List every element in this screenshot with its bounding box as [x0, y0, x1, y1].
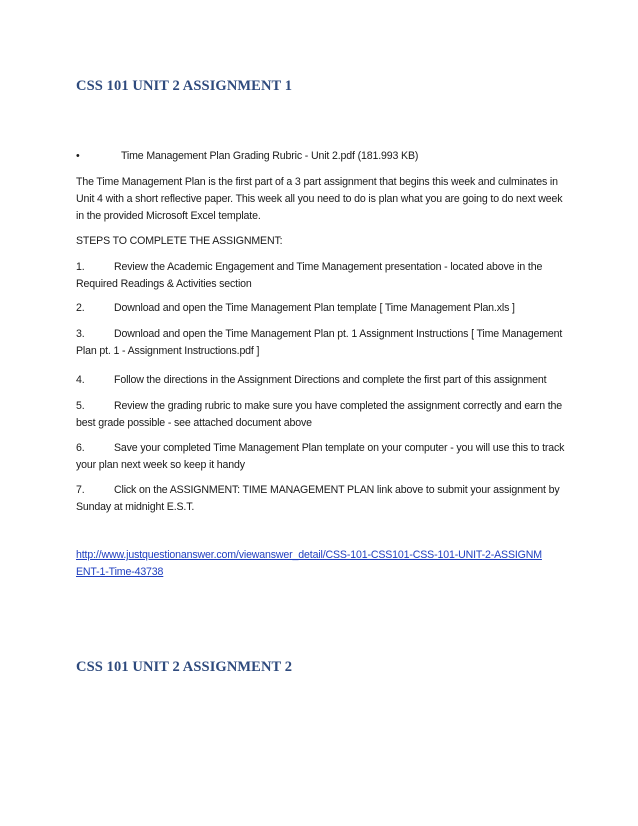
step-text: Click on the ASSIGNMENT: TIME MANAGEMENT PLAN link above to submit your assignment by Sunday at midnight E.S.T. [76, 484, 560, 513]
step-number: 6. [76, 442, 85, 454]
assignment-1-heading: CSS 101 UNIT 2 ASSIGNMENT 1 [76, 78, 293, 94]
rubric-attachment-text: Time Management Plan Grading Rubric - Unit 2.pdf (181.993 KB) [121, 150, 419, 162]
step-number: 3. [76, 328, 85, 340]
answer-link[interactable]: http://www.justquestionanswer.com/viewanswer_detail/CSS-101-CSS101-CSS-101-UNIT-2-ASSIGNMENT-1-Time-43738 [76, 549, 542, 578]
step-item [76, 259, 572, 293]
step-item [76, 482, 572, 516]
step-number: 1. [76, 261, 85, 273]
step-text: Save your completed Time Management Plan template on your computer - you will use this to track your plan next week so keep it handy [76, 442, 565, 471]
step-text: Review the grading rubric to make sure you have completed the assignment correctly and earn the best grade possible - see attached document above [76, 400, 563, 429]
step-number: 4. [76, 374, 85, 386]
step-number: 7. [76, 484, 85, 496]
step-item [76, 300, 572, 317]
step-item [76, 398, 572, 432]
step-number: 5. [76, 400, 85, 412]
step-text: Download and open the Time Management Plan pt. 1 Assignment Instructions [ Time Management Plan pt. 1 - Assignment Instructions.pdf ] [76, 328, 563, 357]
assignment-2-heading: CSS 101 UNIT 2 ASSIGNMENT 2 [76, 659, 293, 675]
step-item [76, 326, 572, 360]
step-item [76, 372, 572, 389]
step-item [76, 440, 572, 474]
step-text: Review the Academic Engagement and Time Management presentation - located above in the Required Readings & Activities section [76, 261, 543, 290]
step-text: Download and open the Time Management Plan template [ Time Management Plan.xls ] [114, 302, 515, 314]
steps-title: STEPS TO COMPLETE THE ASSIGNMENT: [76, 235, 283, 247]
bullet-marker: • [76, 150, 80, 162]
step-number: 2. [76, 302, 85, 314]
step-text: Follow the directions in the Assignment Directions and complete the first part of this assignment [114, 374, 547, 386]
intro-paragraph: The Time Management Plan is the first part of a 3 part assignment that begins this week and culminates in Unit 4 with a short reflective paper. This week all you need to do is plan what you are going to do next week in the provided Microsoft Excel template. [76, 176, 563, 222]
